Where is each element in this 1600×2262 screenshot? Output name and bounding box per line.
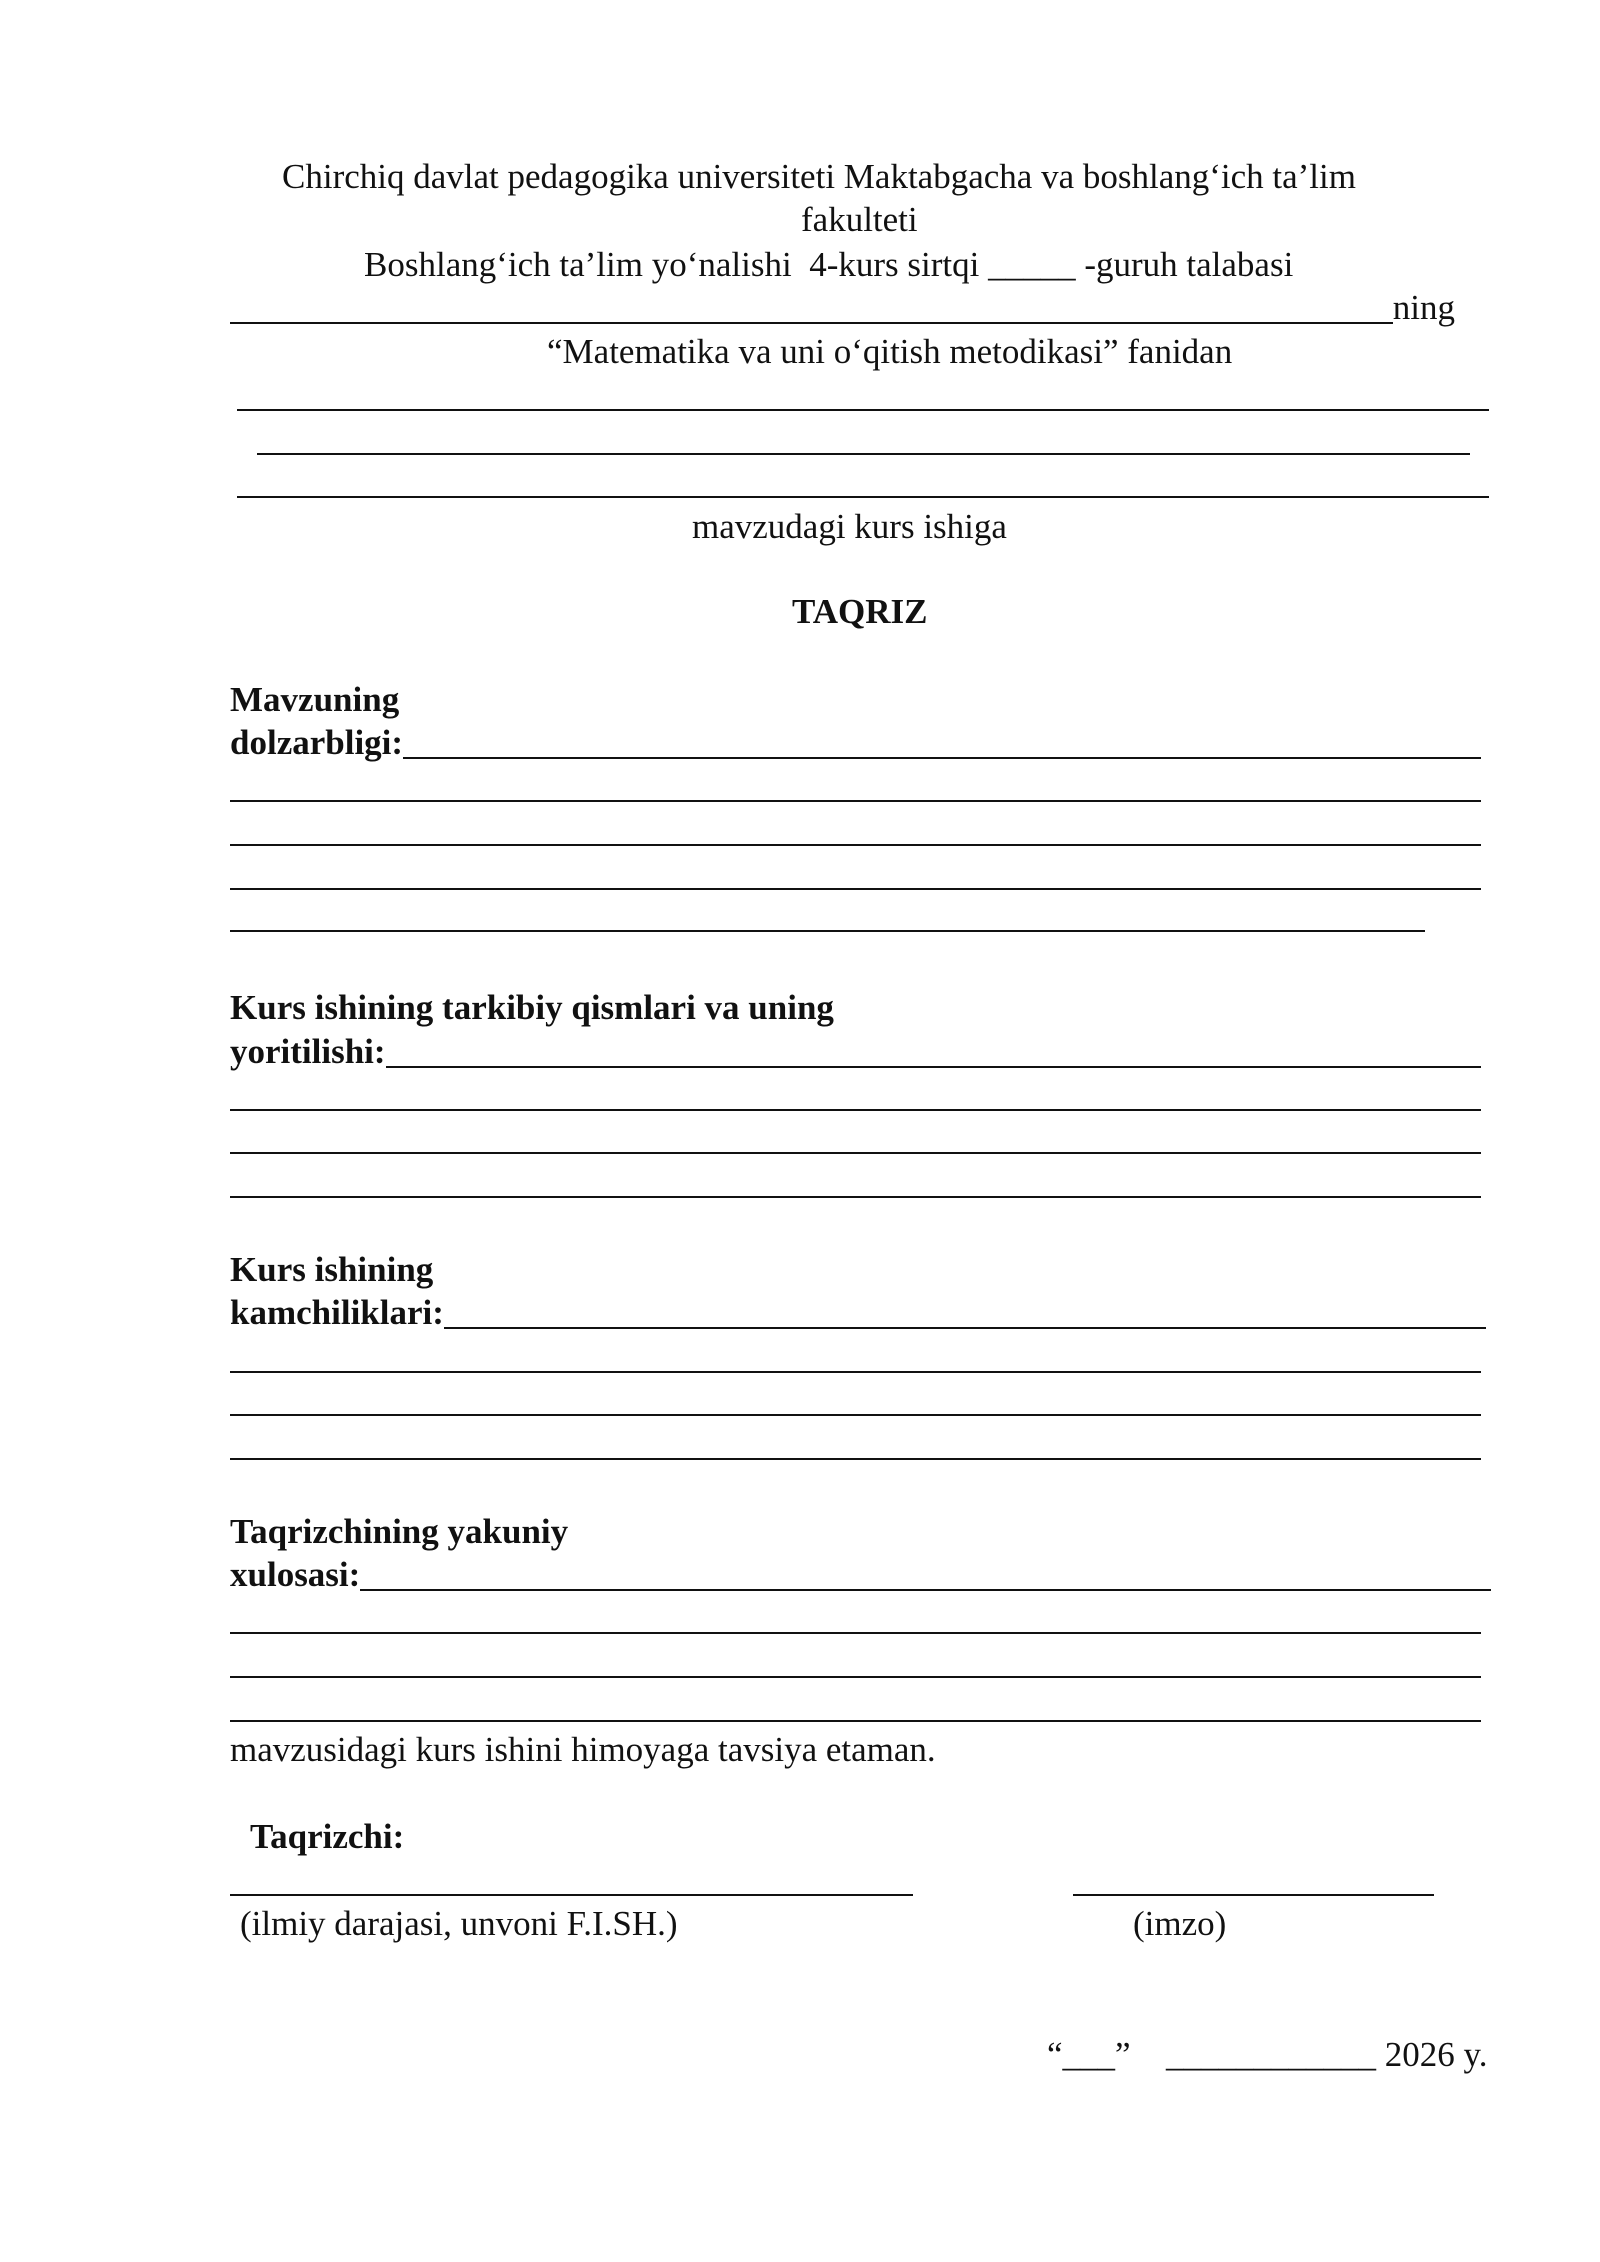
blank-line (230, 1109, 1481, 1111)
section-label-line2: kamchiliklari: (230, 1293, 444, 1332)
blank-line (230, 1676, 1481, 1678)
blank-line (444, 1327, 1486, 1329)
section-label-line1: Kurs ishining (230, 1250, 434, 1289)
university-line: Chirchiq davlat pedagogika universiteti Maktabgacha va boshlang‘ich ta’lim (282, 157, 1356, 196)
blank-line (230, 1371, 1481, 1373)
signature-blank (1073, 1894, 1434, 1896)
blank-line (230, 1458, 1481, 1460)
reviewer-name-blank (230, 1894, 913, 1896)
section-label-line1: Kurs ishining tarkibiy qismlari va uning (230, 988, 834, 1027)
topic-blank-line (237, 496, 1489, 498)
blank-line (230, 1152, 1481, 1154)
topic-line: mavzudagi kurs ishiga (692, 507, 1007, 546)
blank-line (230, 844, 1481, 846)
direction-line: Boshlang‘ich ta’lim yo‘nalishi 4-kurs sirtqi _____ -guruh talabasi (364, 245, 1294, 284)
blank-line (360, 1589, 1491, 1591)
reviewer-label: Taqrizchi: (250, 1817, 405, 1856)
blank-line (386, 1066, 1481, 1068)
blank-line (230, 1196, 1481, 1198)
blank-line (403, 757, 1481, 759)
blank-line (230, 800, 1481, 802)
topic-blank-line (237, 409, 1489, 411)
blank-line (230, 1632, 1481, 1634)
section-label-line1: Mavzuning (230, 680, 400, 719)
section-label-row (230, 1032, 1481, 1072)
section-label-row (230, 723, 1481, 763)
subject-line: “Matematika va uni o‘qitish metodikasi” fanidan (547, 332, 1233, 371)
faculty-line: fakulteti (801, 200, 918, 239)
blank-line (230, 888, 1481, 890)
date-day: “___” (1047, 2035, 1131, 2074)
date-month-year: ____________ 2026 y. (1166, 2035, 1488, 2074)
signature-caption: (imzo) (1133, 1904, 1227, 1943)
topic-blank-line (257, 453, 1470, 455)
reviewer-name-caption: (ilmiy darajasi, unvoni F.I.SH.) (240, 1904, 678, 1943)
section-label-line2: dolzarbligi: (230, 723, 404, 762)
student-name-row (230, 288, 1455, 328)
section-label-line2: xulosasi: (230, 1555, 361, 1594)
section-label-row (230, 1555, 1491, 1595)
blank-line (230, 1414, 1481, 1416)
student-suffix: ning (1392, 288, 1455, 327)
section-label-line1: Taqrizchining yakuniy (230, 1512, 569, 1551)
document-title: TAQRIZ (792, 592, 928, 631)
section-label-row (230, 1293, 1486, 1333)
blank-line (230, 1720, 1481, 1722)
student-name-blank (230, 322, 1393, 324)
recommendation-text: mavzusidagi kurs ishini himoyaga tavsiya etaman. (230, 1730, 936, 1769)
section-label-line2: yoritilishi: (230, 1032, 386, 1071)
blank-line (230, 930, 1425, 932)
